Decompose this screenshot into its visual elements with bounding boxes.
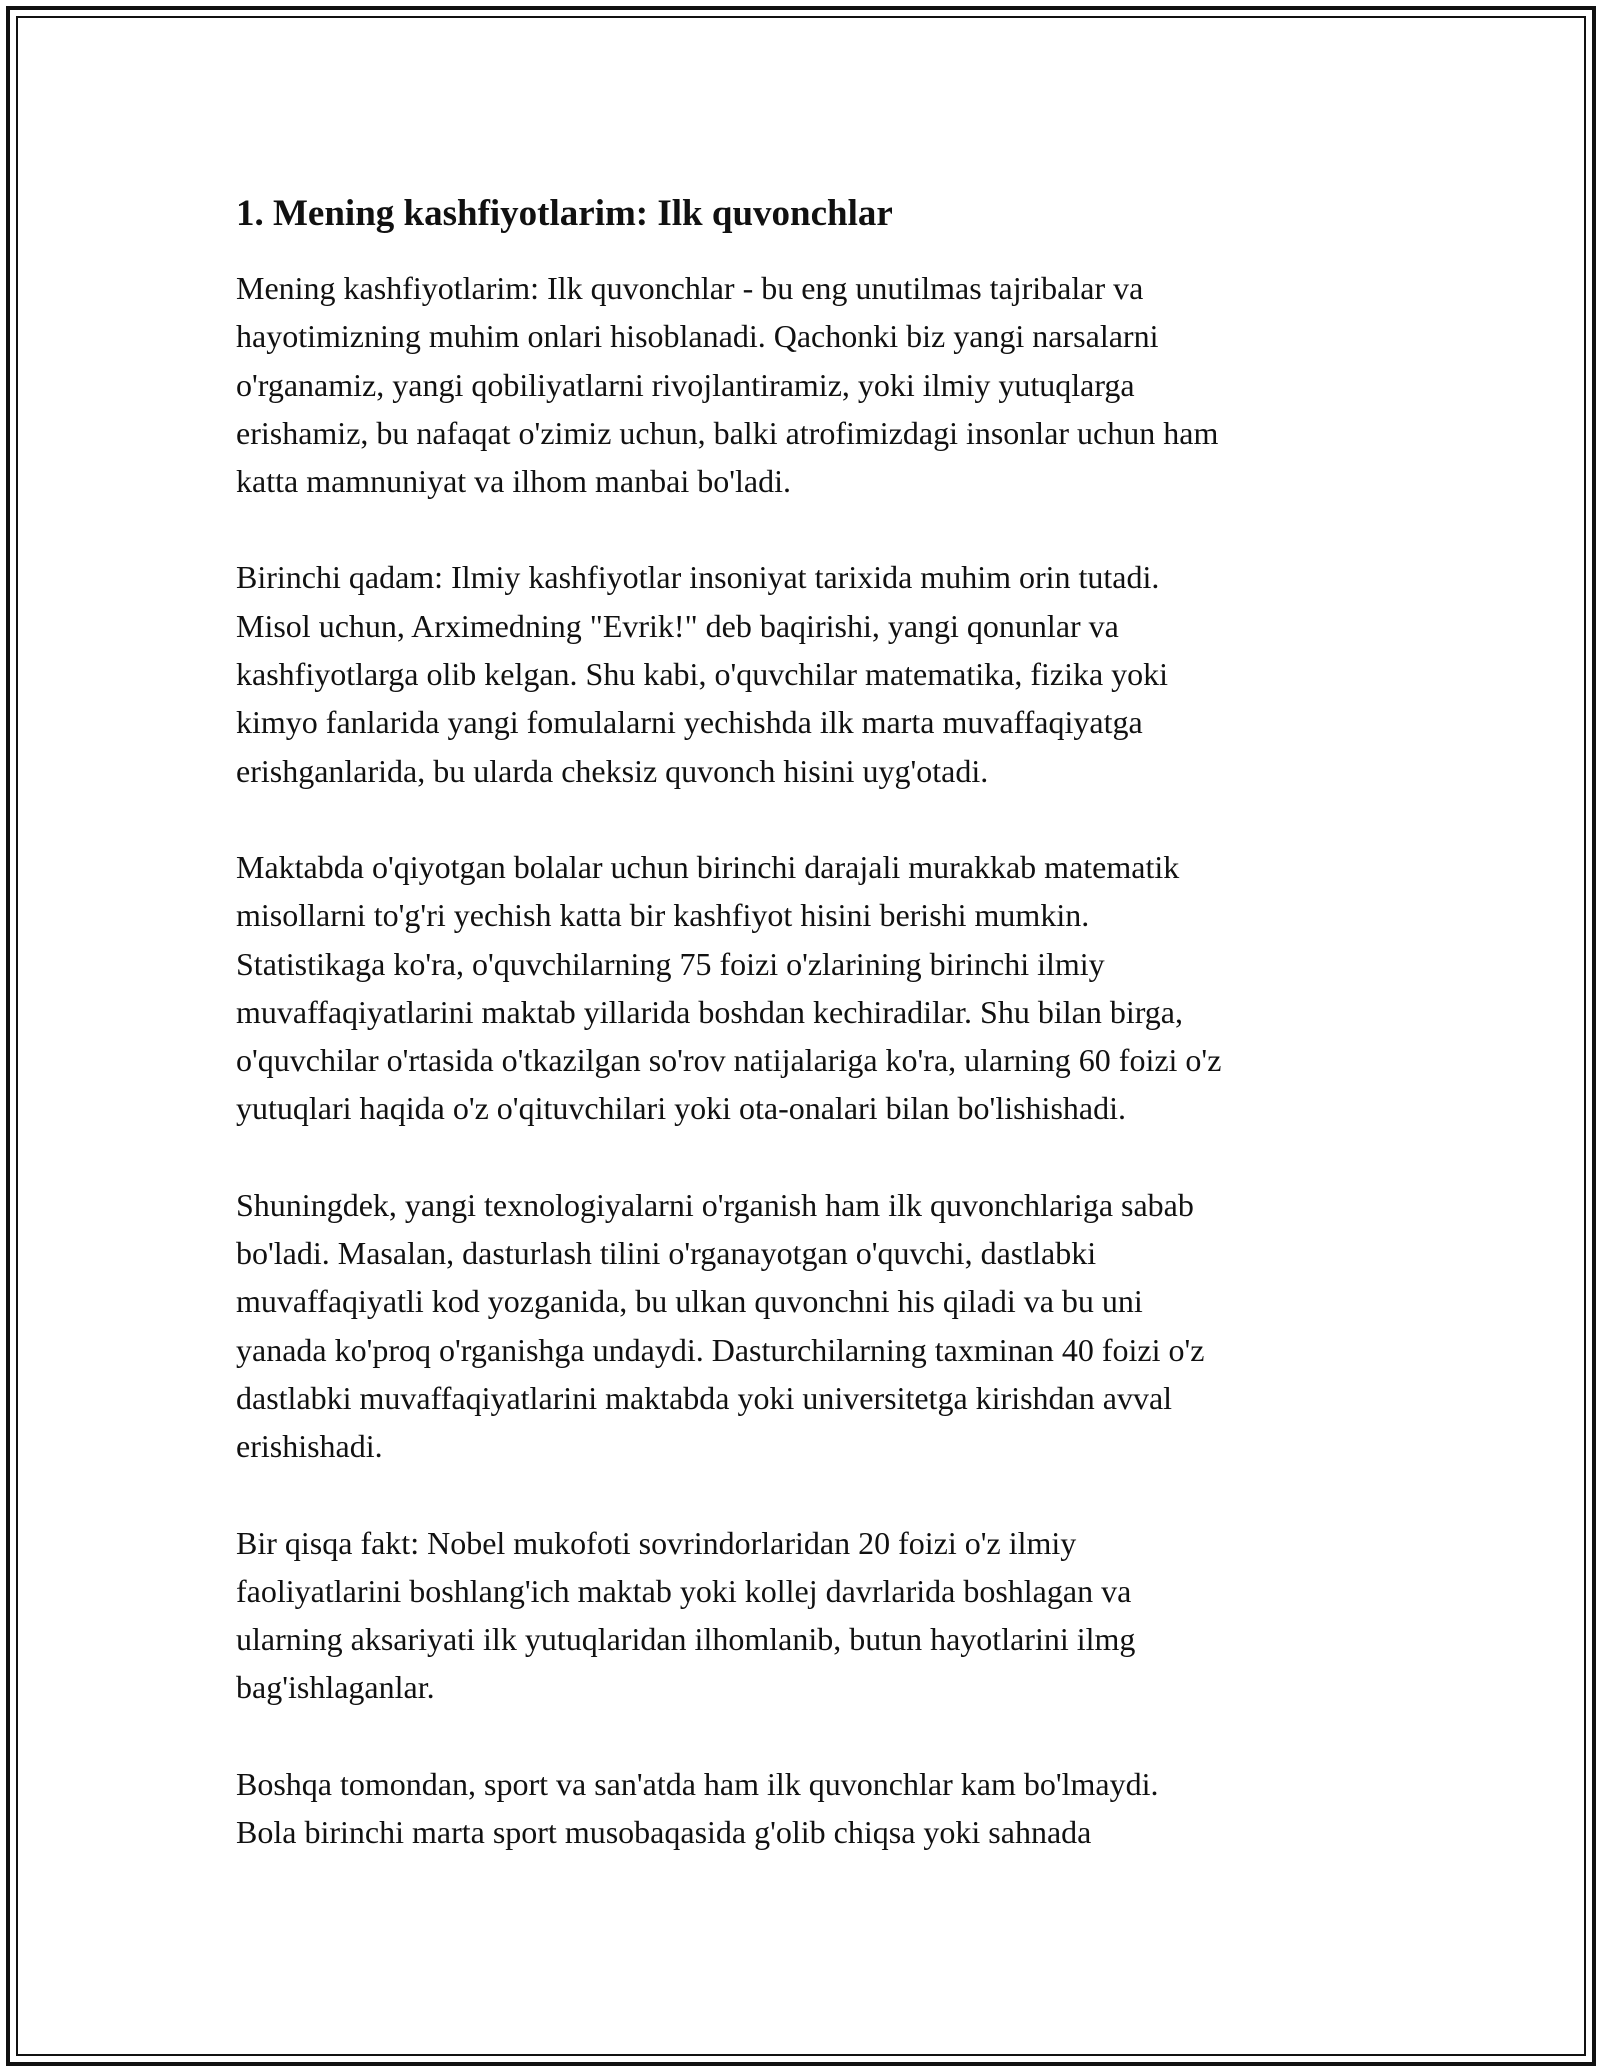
paragraph-sport-art: Boshqa tomondan, sport va san'atda ham ilk quvonchlar kam bo'lmaydi. Bola birinchi marta sport musobaqasida g'olib chiqsa yoki sahnada bbox=[236, 1765, 1159, 1851]
document-body bbox=[236, 186, 1376, 1904]
paragraph-school-statistics: Maktabda o'qiyotgan bolalar uchun birinchi darajali murakkab matematik misollarni to'g'ri yechish katta bir kashfiyot hisini berishi mumkin. Statistikaga ko'ra, o'quvchilarning 75 foizi o'zlarining birinchi ilmiy muvaffaqiyatlarini maktab yillarida boshdan kechiradilar. Shu bilan birga, o'quvchilar o'rtasida o'tkazilgan so'rov natijalariga ko'ra, ularning 60 foizi o'z yutuqlari haqida o'z o'qituvchilari yoki ota-onalari bilan bo'lishishadi. bbox=[236, 848, 1222, 1127]
paragraph-technology: Shuningdek, yangi texnologiyalarni o'rganish ham ilk quvonchlariga sabab bo'ladi. Masalan, dasturlash tilini o'rganayotgan o'quvchi, dastlabki muvaffaqiyatli kod yozganida, bu ulkan quvonchni his qiladi va bu uni yanada ko'proq o'rganishga undaydi. Dasturchilarning taxminan 40 foizi o'z dastlabki muvaffaqiyatlarini maktabda yoki universitetga kirishdan avval erishishadi. bbox=[236, 1186, 1205, 1465]
paragraph-nobel-fact: Bir qisqa fakt: Nobel mukofoti sovrindorlaridan 20 foizi o'z ilmiy faoliyatlarini boshlang'ich maktab yoki kollej davrlarida boshlagan va ularning aksariyati ilk yutuqlaridan ilhomlanib, butun hayotlarini ilmg bag'ishlaganlar. bbox=[236, 1524, 1136, 1706]
paragraph-first-step: Birinchi qadam: Ilmiy kashfiyotlar insoniyat tarixida muhim orin tutadi. Misol uchun, Arximedning "Evrik!" deb baqirishi, yangi qonunlar va kashfiyotlarga olib kelgan. Shu kabi, o'quvchilar matematika, fizika yoki kimyo fanlarida yangi fomulalarni yechishda ilk marta muvaffaqiyatga erishganlarida, bu ularda cheksiz quvonch hisini uyg'otadi. bbox=[236, 559, 1169, 789]
section-heading: 1. Mening kashfiyotlarim: Ilk quvonchlar bbox=[236, 193, 893, 234]
paragraph-intro: Mening kashfiyotlarim: Ilk quvonchlar - bu eng unutilmas tajribalar va hayotimizning muhim onlari hisoblanadi. Qachonki biz yangi narsalarni o'rganamiz, yangi qobiliyatlarni rivojlantiramiz, yoki ilmiy yutuqlarga erishamiz, bu nafaqat o'zimiz uchun, balki atrofimizdagi insonlar uchun ham katta mamnuniyat va ilhom manbai bo'ladi. bbox=[236, 270, 1219, 500]
